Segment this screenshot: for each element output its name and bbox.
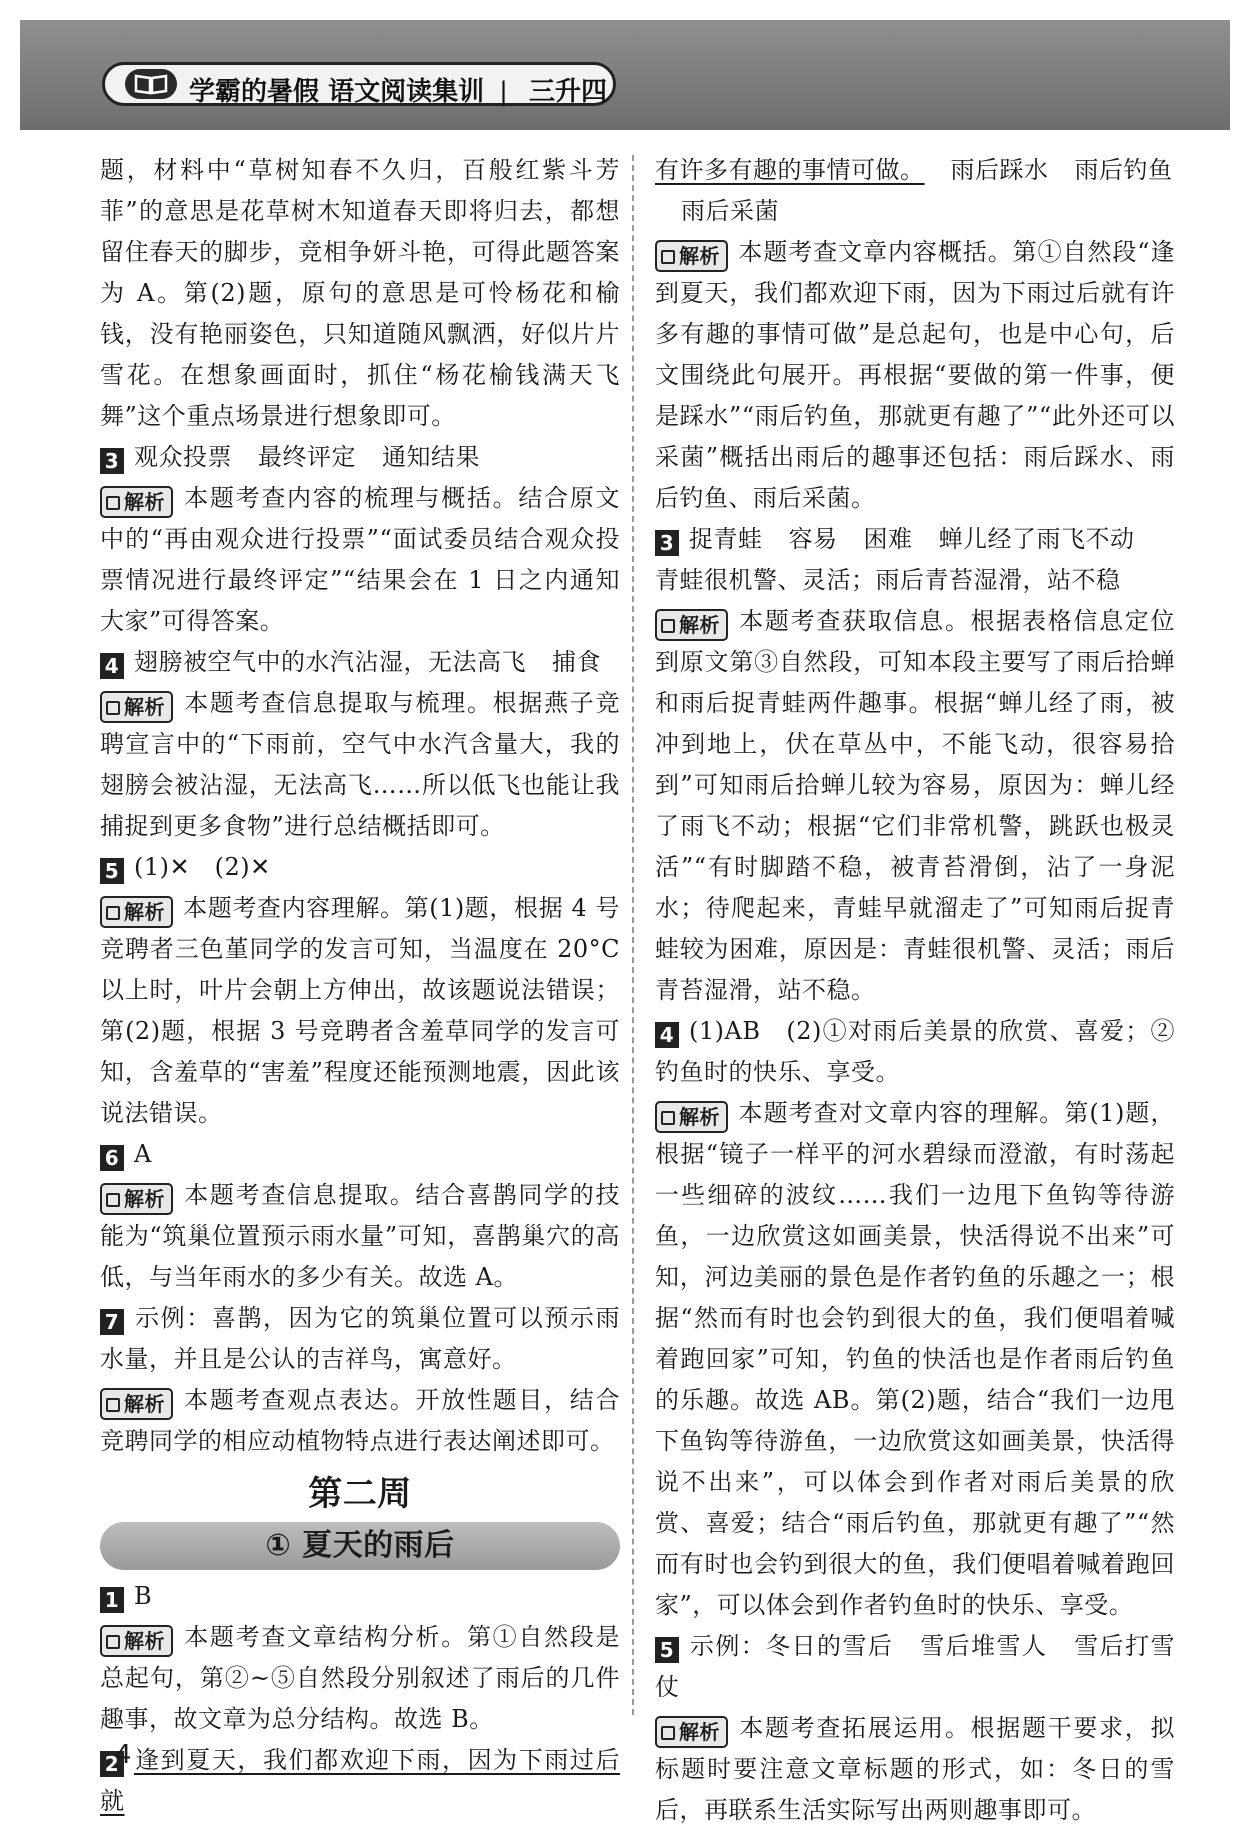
unit-analysis-1 [100, 1617, 620, 1740]
answer-text: B [134, 1582, 153, 1610]
answer-text: (1)✕ (2)✕ [134, 853, 271, 881]
header-title-bar [102, 62, 616, 106]
week-title: 第二周 [308, 1474, 412, 1514]
question-number: 4 [100, 653, 124, 679]
analysis-label: 解析 [655, 1716, 728, 1748]
analysis-text: 本题考查获取信息。根据表格信息定位到原文第③自然段，可知本段主要写了雨后拾蝉和雨后捉青蛙两件趣事。根据“蝉儿经了雨，被冲到地上，伏在草丛中，不能飞动，很容易拾到”可知雨后拾蝉儿较为容易，原因为：蝉儿经了雨飞不动；根据“它们非常机警，跳跃也极灵活”“有时脚踏不稳，被青苔滑倒，沾了一身泥水；待爬起来，青蛙早就溜走了”可知雨后捉青蛙较为困难，原因是：青蛙很机警、灵活；雨后青苔湿滑，站不稳。 [655, 607, 1175, 1004]
analysis-text: 本题考查内容的梳理与概括。结合原文中的“再由观众进行投票”“面试委员结合观众投票情况进行最终评定”“结果会在 1 日之内通知大家”可得答案。 [100, 484, 620, 635]
answer-5 [100, 847, 620, 888]
answer-text: 有许多有趣的事情可做。 [655, 156, 925, 184]
unit-answer-2 [100, 1740, 620, 1822]
answer-text: A [134, 1140, 152, 1168]
answer-3 [100, 437, 620, 478]
question-number: 1 [100, 1587, 124, 1613]
analysis-6 [100, 1175, 620, 1298]
page-header [20, 20, 1230, 130]
unit-answer-5 [655, 1626, 1175, 1708]
analysis-label: 解析 [100, 1625, 173, 1657]
analysis-icon [106, 496, 120, 510]
analysis-icon [106, 906, 120, 920]
analysis-label: 解析 [100, 691, 173, 723]
analysis-text: 本题考查拓展运用。根据题干要求，拟标题时要注意文章标题的形式，如：冬日的雪后，再联系生活实际写出两则趣事即可。 [655, 1714, 1175, 1824]
question-number: 5 [100, 858, 124, 884]
answer-4 [100, 642, 620, 683]
analysis-label: 解析 [100, 486, 173, 518]
header-series: 语文阅读集训 [328, 77, 485, 107]
analysis-icon [661, 250, 675, 264]
question-number: 6 [100, 1145, 124, 1171]
question-number: 4 [655, 1022, 679, 1048]
answer-text: 最终评定 [258, 443, 356, 471]
unit-answer-4 [655, 1011, 1175, 1093]
analysis-text: 本题考查内容理解。第(1)题，根据 4 号竞聘者三色堇同学的发言可知，当温度在 20°C 以上时，叶片会朝上方伸出，故该题说法错误；第(2)题，根据 3 号竞聘者含羞草同学的发言可知，含羞草的“害羞”程度还能预测地震，因此该说法错误。 [100, 894, 620, 1127]
page-number: 4 [115, 1740, 132, 1770]
unit-answer-1 [100, 1576, 620, 1617]
analysis-text: 本题考查对文章内容的理解。第(1)题，根据“镜子一样平的河水碧绿而澄澈，有时荡起一些细碎的波纹……我们一边甩下鱼钩等待游鱼，一边欣赏这如画美景，快活得说不出来”可知，河边美丽的景色是作者钓鱼的乐趣之一；根据“然而有时也会钓到很大的鱼，我们便唱着喊着跑回家”可知，钓鱼的快活也是作者雨后钓鱼的乐趣。故选 AB。第(2)题，结合“我们一边甩下鱼钩等待游鱼，一边欣赏这如画美景，快活得说不出来”，可以体会到作者对雨后美景的欣赏、喜爱；结合“雨后钓鱼，那就更有趣了”“然而有时也会钓到很大的鱼，我们便唱着喊着跑回家”，可以体会到作者钓鱼时的快乐、享受。 [655, 1099, 1175, 1619]
question-number: 7 [100, 1309, 124, 1335]
answer-text: 示例：冬日的雪后 [689, 1632, 894, 1660]
analysis-text: 本题考查观点表达。开放性题目，结合竞聘同学的相应动植物特点进行表达阐述即可。 [100, 1386, 620, 1455]
answer-text: 观众投票 [134, 443, 232, 471]
analysis-text: 本题考查文章内容概括。第①自然段“逢到夏天，我们都欢迎下雨，因为下雨过后就有许多有趣的事情可做”是总起句，也是中心句，后文围绕此句展开。再根据“要做的第一件事，便是踩水”“雨后钓鱼，那就更有趣了”“此外还可以采菌”概括出雨后的趣事还包括：雨后踩水、雨后钓鱼、雨后采菌。 [655, 238, 1175, 512]
question-number: 3 [655, 530, 679, 556]
unit-analysis-3 [655, 601, 1175, 1011]
analysis-icon [106, 701, 120, 715]
analysis-5 [100, 888, 620, 1134]
analysis-3 [100, 478, 620, 642]
analysis-label: 解析 [655, 240, 728, 272]
header-title [189, 71, 607, 108]
unit-analysis-2 [655, 232, 1175, 519]
analysis-text: 本题考查文章结构分析。第①自然段是总起句，第②~⑤自然段分别叙述了雨后的几件趣事，故文章为总分结构。故选 B。 [100, 1623, 620, 1733]
unit-title: ① 夏天的雨后 [100, 1522, 620, 1570]
answer-text: 捉青蛙 [689, 525, 763, 553]
answer-text: 蝉儿经了雨飞不动 [938, 525, 1135, 553]
analysis-7 [100, 1380, 620, 1462]
analysis-4 [100, 683, 620, 847]
analysis-icon [106, 1193, 120, 1207]
header-grade: 三升四 [528, 77, 607, 107]
answer-text: 示例：喜鹊，因为它的筑巢位置可以预示雨水量，并且是公认的吉祥鸟，寓意好。 [100, 1304, 620, 1373]
analysis-label: 解析 [100, 1183, 173, 1215]
analysis-label: 解析 [100, 896, 173, 928]
answer-text: 通知结果 [382, 443, 480, 471]
unit-answer-2-cont [655, 150, 1175, 232]
answer-text: (1)AB (2)①对雨后美景的欣赏、喜爱；②钓鱼时的快乐、享受。 [655, 1017, 1175, 1086]
question-number: 3 [100, 448, 124, 474]
answer-text: 雨后采菌 [681, 197, 779, 225]
analysis-label: 解析 [655, 609, 728, 641]
analysis-icon [661, 619, 675, 633]
left-column [100, 150, 620, 1822]
book-icon [125, 69, 177, 99]
analysis-label: 解析 [100, 1388, 173, 1420]
analysis-icon [106, 1398, 120, 1412]
analysis-icon [106, 1635, 120, 1649]
answer-text: 雨后钓鱼 [1074, 156, 1173, 184]
column-divider [632, 155, 634, 1715]
unit-analysis-5 [655, 1708, 1175, 1831]
question-number: 2 [100, 1751, 124, 1777]
answer-text: 困难 [863, 525, 913, 553]
unit-answer-3 [655, 519, 1175, 601]
answer-text: 翅膀被空气中的水汽沾湿，无法高飞 [134, 648, 526, 676]
answer-text: 雨后踩水 [950, 156, 1049, 184]
analysis-label: 解析 [655, 1101, 728, 1133]
answer-text: 青蛙很机警、灵活；雨后青苔湿滑，站不稳 [655, 566, 1121, 594]
answer-text: 雪后打雪仗 [655, 1632, 1176, 1701]
analysis-text: 本题考查信息提取。结合喜鹊同学的技能为“筑巢位置预示雨水量”可知，喜鹊巢穴的高低，与当年雨水的多少有关。故选 A。 [100, 1181, 620, 1291]
header-brand: 学霸的暑假 [189, 77, 320, 107]
question-number: 5 [655, 1637, 679, 1663]
answer-text: 逢到夏天，我们都欢迎下雨，因为下雨过后就 [100, 1746, 620, 1815]
right-column [655, 150, 1175, 1831]
analysis-icon [661, 1726, 675, 1740]
analysis-icon [661, 1111, 675, 1125]
header-separator: | [499, 77, 508, 107]
answer-text: 雪后堆雪人 [919, 1632, 1048, 1660]
paragraph: 题，材料中“草树知春不久归，百般红紫斗芳菲”的意思是花草树木知道春天即将归去，都想留住春天的脚步，竞相争妍斗艳，可得此题答案为 A。第(2)题，原句的意思是可怜杨花和榆钱，没有艳丽姿色，只知道随风飘洒，好似片片雪花。在想象画面时，抓住“杨花榆钱满天飞舞”这个重点场景进行想象即可。 [100, 156, 620, 430]
answer-text: 容易 [788, 525, 838, 553]
answer-7 [100, 1298, 620, 1380]
answer-6 [100, 1134, 620, 1175]
answer-text: 捕食 [552, 648, 601, 676]
unit-analysis-4 [655, 1093, 1175, 1626]
analysis-text: 本题考查信息提取与梳理。根据燕子竞聘宣言中的“下雨前，空气中水汽含量大，我的翅膀会被沾湿，无法高飞……所以低飞也能让我捕捉到更多食物”进行总结概括即可。 [100, 689, 620, 840]
